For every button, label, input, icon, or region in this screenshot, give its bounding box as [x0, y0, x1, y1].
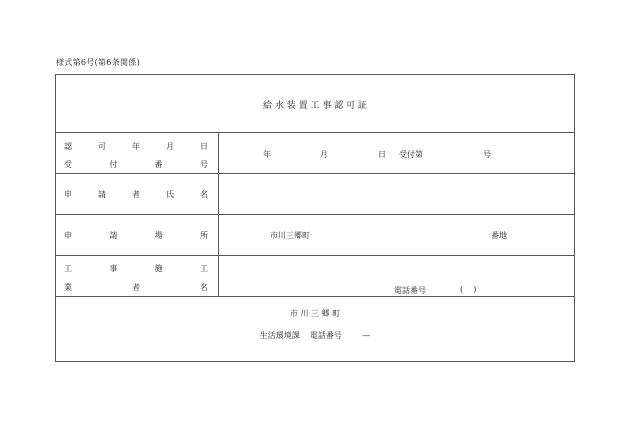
label-char: 月 [166, 142, 174, 151]
label-char: 工 [64, 264, 72, 273]
applicant-name-label [64, 189, 208, 200]
label-char: 可 [98, 142, 106, 151]
receipt-number-field[interactable]: 受付第 [399, 150, 423, 159]
permit-form [55, 74, 575, 362]
issuer-block [56, 297, 574, 361]
application-site-row [56, 215, 574, 256]
permit-date-label [64, 141, 208, 152]
label-char: 認 [64, 142, 72, 151]
label-char: 事 [109, 264, 118, 273]
label-char: 号 [199, 160, 208, 169]
label-char: 請 [109, 231, 118, 240]
contractor-label-line1 [64, 263, 208, 274]
issuer-dept: 生活環境課 [259, 331, 300, 340]
contractor-label-line2 [64, 282, 208, 293]
applicant-name-row [56, 174, 574, 215]
label-char: 所 [199, 231, 208, 240]
contractor-row [56, 256, 574, 297]
title-row [56, 75, 574, 133]
contractor-phone-parens[interactable]: ( ) [460, 285, 477, 294]
form-title: 給 水 装 置 工 事 認 可 証 [263, 101, 367, 111]
issuer-town: 市 川 三 郷 町 [289, 309, 341, 318]
label-char: 番 [154, 160, 163, 169]
year-field[interactable]: 年 [263, 150, 271, 159]
label-char: 申 [64, 231, 72, 240]
label-char: 者 [132, 190, 140, 199]
label-char: 名 [200, 283, 208, 292]
label-char: 工 [199, 264, 208, 273]
permit-date-row [56, 133, 574, 174]
label-char: 施 [154, 264, 163, 273]
contractor-label-cell [56, 256, 219, 296]
day-field[interactable]: 日 [378, 150, 386, 159]
label-char: 日 [200, 142, 208, 151]
label-char: 申 [64, 190, 72, 199]
issuer-contact [56, 330, 574, 341]
label-char: 者 [132, 283, 140, 292]
issuer-phone-dash: — [362, 331, 371, 340]
form-number-note: 様式第6号(第6条関係) [56, 58, 141, 67]
label-char: 場 [154, 231, 163, 240]
label-char: 請 [98, 190, 106, 199]
town-name: 市川三郷町 [270, 231, 310, 240]
label-char: 付 [109, 160, 118, 169]
label-char: 年 [132, 142, 140, 151]
receipt-number-suffix: 号 [483, 150, 491, 159]
label-char: 氏 [166, 190, 174, 199]
label-char: 受 [64, 160, 72, 169]
application-site-label [64, 230, 208, 241]
receipt-number-label [64, 159, 208, 170]
contractor-phone-label: 電話番号 [394, 286, 426, 295]
banchi-suffix: 番地 [491, 231, 507, 240]
application-site-label-cell [56, 215, 219, 255]
applicant-name-label-cell [56, 174, 219, 214]
label-char: 名 [200, 190, 208, 199]
label-char: 業 [64, 283, 72, 292]
issuer-phone-label: 電話番号 [309, 331, 342, 340]
month-field[interactable]: 月 [320, 150, 328, 159]
permit-date-label-cell [56, 133, 219, 173]
